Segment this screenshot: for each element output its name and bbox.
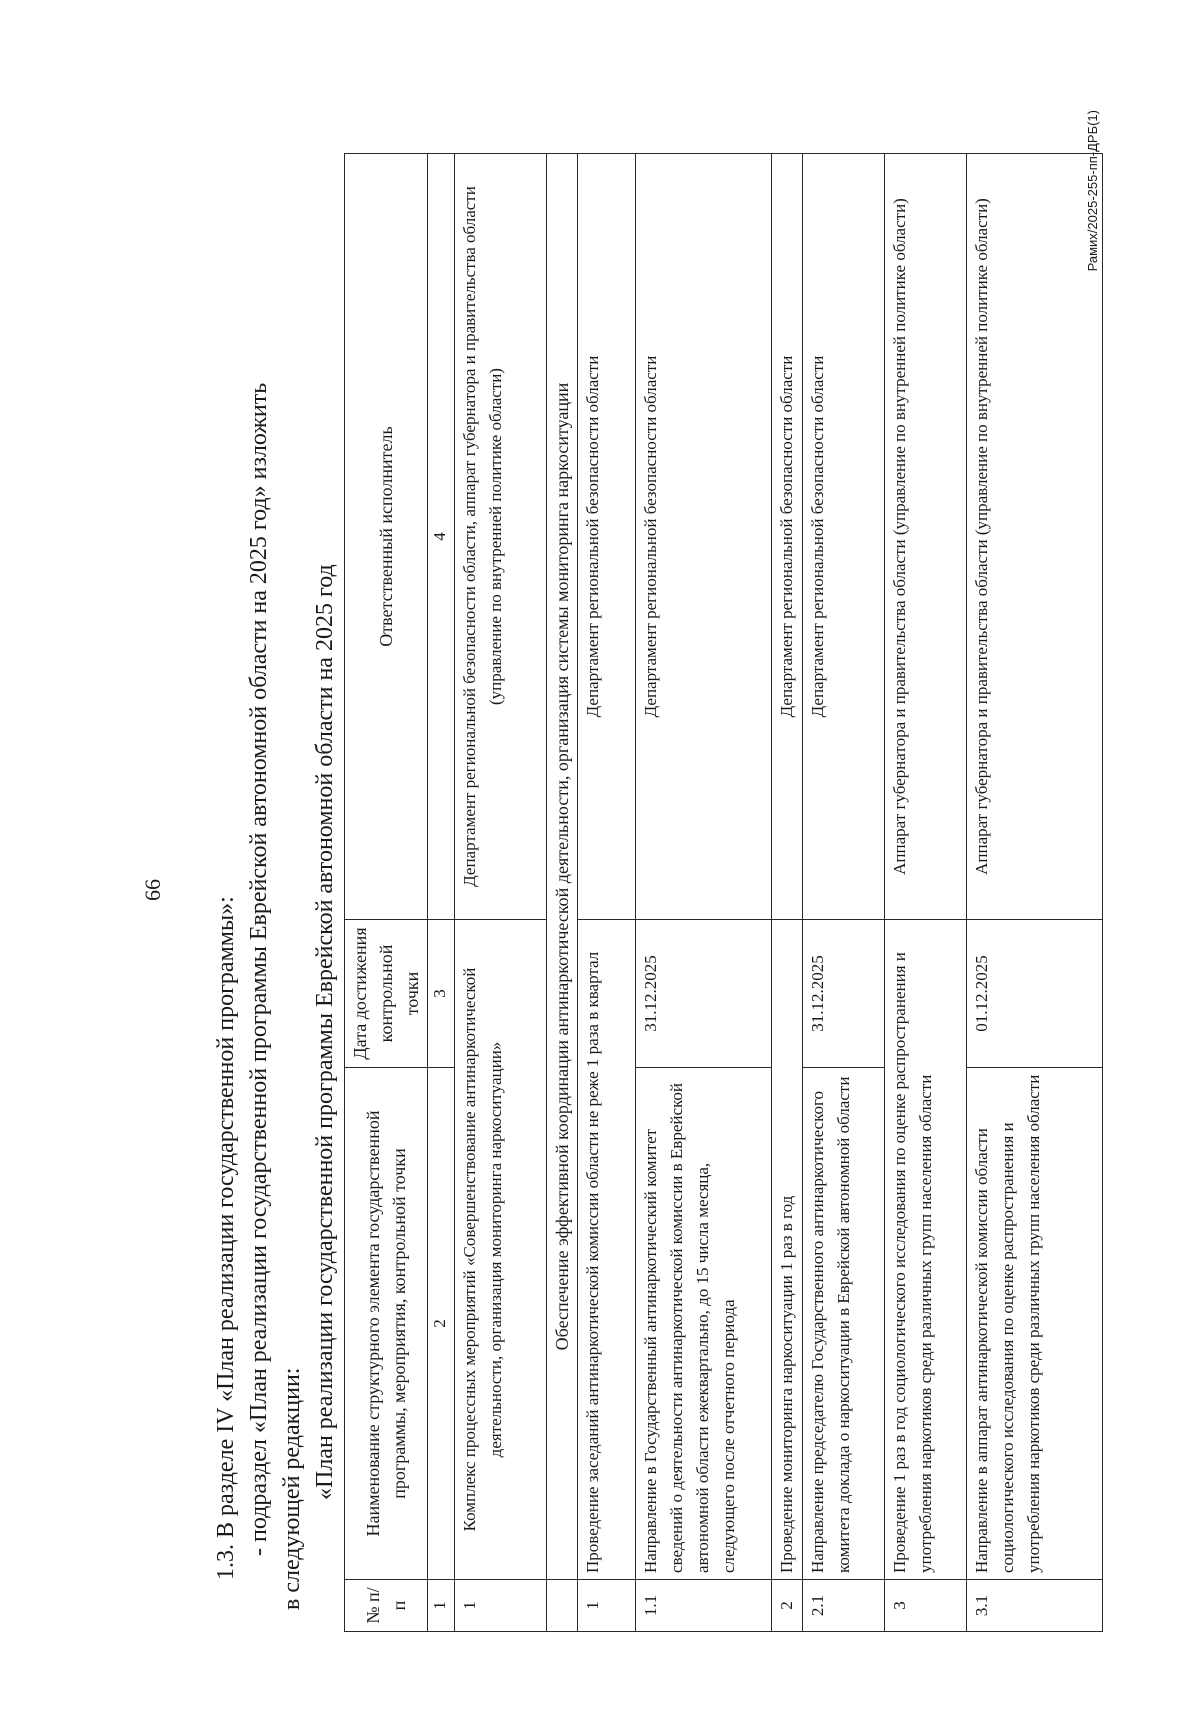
row-executor: Департамент региональной безопасности области (772, 154, 803, 920)
row-executor: Аппарат губернатора и правительства области (управление по внутренней политике области) (967, 154, 1103, 920)
header-number: № п/п (345, 1580, 428, 1632)
row-executor: Департамент региональной безопасности области (803, 154, 885, 920)
column-number-row (428, 154, 455, 1632)
row-name: Комплекс процессных мероприятий «Совершенствование антинаркотической деятельности, организация мониторинга наркоситуации» (455, 920, 547, 1580)
table-row (455, 154, 547, 1632)
header-date: Дата достижения контрольной точки (345, 920, 428, 1068)
intro-text (210, 150, 342, 1610)
header-executor: Ответственный исполнитель (345, 154, 428, 920)
row-number: 3 (885, 1580, 967, 1632)
column-number: 3 (428, 920, 455, 1068)
row-name: Проведение мониторинга наркоситуации 1 раз в год (772, 920, 803, 1580)
row-name: Проведение заседаний антинаркотической комиссии области не реже 1 раза в квартал (578, 920, 636, 1580)
row-number: 1 (578, 1580, 636, 1632)
row-date: 31.12.2025 (636, 920, 772, 1068)
row-name: Направление в Государственный антинаркотический комитет сведений о деятельности антинаркотической комиссии в Еврейской автономной области ежеквартально, до 15 числа месяца, следующего после отчетного периода (636, 1068, 772, 1580)
row-number: 1 (455, 1580, 547, 1632)
table-row (967, 154, 1103, 1632)
row-executor: Департамент региональной безопасности области (578, 154, 636, 920)
row-date: 01.12.2025 (967, 920, 1103, 1068)
table-row (636, 154, 772, 1632)
row-number: 1.1 (636, 1580, 772, 1632)
table-header-row (345, 154, 428, 1632)
row-number: 3.1 (967, 1580, 1103, 1632)
row-executor: Аппарат губернатора и правительства области (управление по внутренней политике области) (885, 154, 967, 920)
row-date: 31.12.2025 (803, 920, 885, 1068)
column-number: 2 (428, 1068, 455, 1580)
intro-line-3: в следующей редакции: (279, 1367, 305, 1610)
table-row (578, 154, 636, 1632)
plan-table (344, 153, 1103, 1632)
row-executor: Департамент региональной безопасности области (636, 154, 772, 920)
intro-line-1: 1.3. В разделе IV «План реализации государственной программы»: (213, 896, 239, 1580)
row-executor: Департамент региональной безопасности области, аппарат губернатора и правительства области (управление по внутренней политике области) (455, 154, 547, 920)
table-row (772, 154, 803, 1632)
row-number: 2.1 (803, 1580, 885, 1632)
table-row (803, 154, 885, 1632)
rotated-page (140, 100, 1140, 1680)
table-title: «План реализации государственной программы Еврейской автономной области на 2025 год (312, 564, 338, 1500)
document-code: Рамих/2025-255-пп-ДРБ(1) (1085, 110, 1100, 272)
header-name: Наименование структурного элемента государственной программы, мероприятия, контрольной точки (345, 1068, 428, 1580)
task-row (547, 154, 578, 1632)
row-name: Направление председателю Государственного антинаркотического комитета доклада о наркоситуации в Еврейской автономной области (803, 1068, 885, 1580)
column-number: 4 (428, 154, 455, 920)
row-number (547, 1580, 578, 1632)
page-number: 66 (140, 879, 165, 901)
intro-line-2: - подраздел «План реализации государственной программы Еврейской автономной области на 2025 год» изложить (246, 382, 272, 1556)
column-number: 1 (428, 1580, 455, 1632)
row-name: Проведение 1 раз в год социологического исследования по оценке распространения и употребления наркотиков среди различных групп населения области (885, 920, 967, 1580)
row-name: Направление в аппарат антинаркотической комиссии области социологического исследования по оценке распространения и употребления наркотиков среди различных групп населения области (967, 1068, 1103, 1580)
task-name: Обеспечение эффективной координации антинаркотической деятельности, организация системы мониторинга наркоситуации (547, 154, 578, 1580)
table-row (885, 154, 967, 1632)
row-number: 2 (772, 1580, 803, 1632)
